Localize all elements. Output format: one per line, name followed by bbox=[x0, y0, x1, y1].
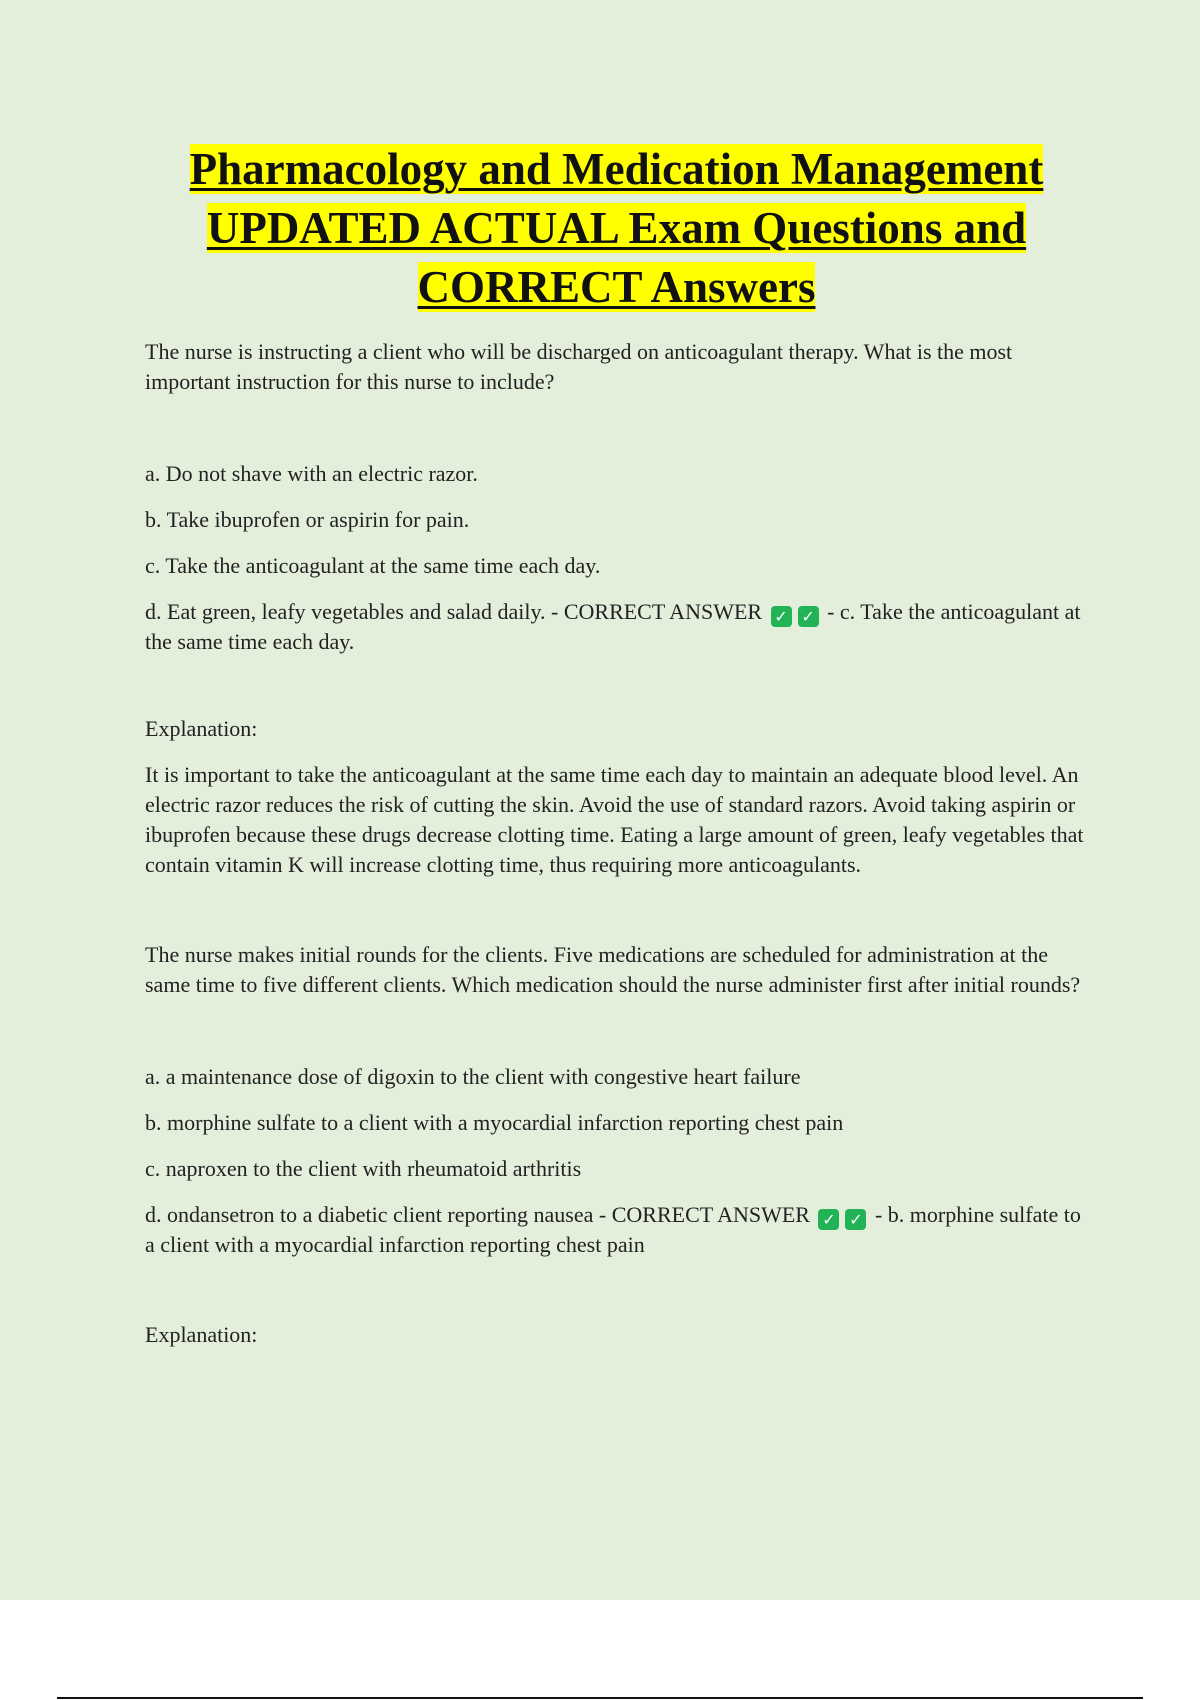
question-1-correct-answer: - c. Take the anticoagulant at the same time each day. bbox=[145, 599, 1081, 654]
question-2-correct-answer: - b. morphine sulfate to a client with a myocardial infarction reporting chest pain bbox=[145, 1202, 1081, 1257]
question-2-option-a: a. a maintenance dose of digoxin to the client with congestive heart failure bbox=[145, 1064, 801, 1089]
question-1-explanation-label: Explanation: bbox=[145, 716, 258, 741]
question-1-answer-line bbox=[145, 597, 1090, 657]
check-mark-icon: ✓ bbox=[845, 1209, 866, 1230]
document-title bbox=[60, 140, 1173, 317]
document-content bbox=[145, 337, 1090, 1350]
check-mark-icon: ✓ bbox=[818, 1209, 839, 1230]
question-2-answer-line bbox=[145, 1200, 1090, 1260]
page-divider bbox=[57, 1697, 1143, 1699]
title-line-1: Pharmacology and Medication Management bbox=[189, 144, 1044, 194]
question-2-option-c: c. naproxen to the client with rheumatoid arthritis bbox=[145, 1156, 582, 1181]
title-line-2: UPDATED ACTUAL Exam Questions and bbox=[206, 203, 1027, 253]
question-1-option-d: d. Eat green, leafy vegetables and salad daily. - CORRECT ANSWER bbox=[145, 599, 763, 624]
title-line-3: CORRECT Answers bbox=[417, 262, 816, 312]
question-1-option-a: a. Do not shave with an electric razor. bbox=[145, 461, 478, 486]
question-2-option-d: d. ondansetron to a diabetic client reporting nausea - CORRECT ANSWER bbox=[145, 1202, 810, 1227]
question-1-explanation: It is important to take the anticoagulant at the same time each day to maintain an adequate blood level. An electric razor reduces the risk of cutting the skin. Avoid the use of standard razors. Avoid taking aspirin or ibuprofen because these drugs decrease clotting time. Eating a large amount of green, leafy vegetables that contain vitamin K will increase clotting time, thus requiring more anticoagulants. bbox=[145, 762, 1084, 877]
check-mark-icon: ✓ bbox=[771, 606, 792, 627]
question-2-stem: The nurse makes initial rounds for the clients. Five medications are scheduled for administration at the same time to five different clients. Which medication should the nurse administer first after initial rounds? bbox=[145, 942, 1081, 997]
question-1-stem: The nurse is instructing a client who will be discharged on anticoagulant therapy. What is the most important instruction for this nurse to include? bbox=[145, 339, 1013, 394]
question-1-option-b: b. Take ibuprofen or aspirin for pain. bbox=[145, 507, 470, 532]
question-1-option-c: c. Take the anticoagulant at the same time each day. bbox=[145, 553, 601, 578]
check-mark-icon: ✓ bbox=[798, 606, 819, 627]
question-2-option-b: b. morphine sulfate to a client with a myocardial infarction reporting chest pain bbox=[145, 1110, 844, 1135]
question-2-explanation-label: Explanation: bbox=[145, 1322, 258, 1347]
